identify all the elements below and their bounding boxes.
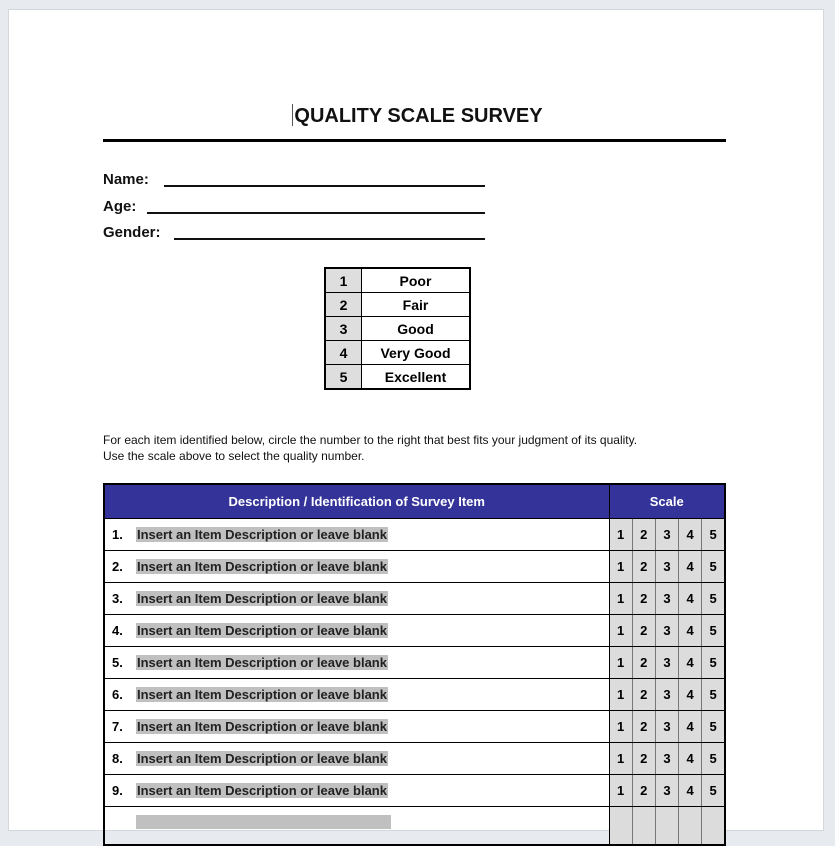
scale-key-label: Poor	[362, 268, 471, 293]
scale-option-4[interactable]: 4	[679, 583, 702, 615]
title-text: QUALITY SCALE SURVEY	[294, 105, 543, 127]
item-description-placeholder[interactable]: Insert an Item Description or leave blank	[137, 623, 387, 638]
item-description-cell[interactable]	[104, 775, 609, 807]
scale-option-1[interactable]: 1	[609, 743, 632, 775]
item-description-placeholder[interactable]: Insert an Item Description or leave blank	[137, 783, 387, 798]
scale-option-5[interactable]: 5	[702, 775, 725, 807]
scale-option-2[interactable]: 2	[632, 711, 655, 743]
scale-option-1[interactable]: 1	[609, 551, 632, 583]
scale-option-4[interactable]: 4	[679, 551, 702, 583]
scale-key-row	[325, 317, 470, 341]
item-description-placeholder[interactable]: Insert an Item Description or leave blank	[137, 559, 387, 574]
scale-option-4[interactable]: 4	[679, 743, 702, 775]
scale-header: Scale	[609, 484, 725, 519]
scale-option-4[interactable]: 4	[679, 519, 702, 551]
scale-key-label: Fair	[362, 293, 471, 317]
scale-option-2[interactable]: 2	[632, 775, 655, 807]
scale-option-5[interactable]: 5	[702, 711, 725, 743]
gender-line[interactable]	[174, 238, 485, 240]
scale-key-row	[325, 341, 470, 365]
table-row	[104, 775, 725, 807]
instructions	[103, 432, 637, 464]
table-row	[104, 615, 725, 647]
scale-key-label: Good	[362, 317, 471, 341]
item-description-cell[interactable]	[104, 711, 609, 743]
name-line[interactable]	[164, 185, 485, 187]
scale-option-4[interactable]: 4	[679, 775, 702, 807]
scale-key-value: 1	[325, 268, 362, 293]
scale-option-4[interactable]: 4	[679, 615, 702, 647]
item-description-cell[interactable]	[104, 519, 609, 551]
table-row	[104, 679, 725, 711]
item-description-placeholder[interactable]	[136, 815, 391, 829]
scale-option-5[interactable]: 5	[702, 583, 725, 615]
scale-option[interactable]	[679, 807, 702, 846]
name-label: Name:	[103, 171, 149, 188]
scale-option[interactable]	[609, 807, 632, 846]
item-number: 8.	[112, 751, 123, 766]
scale-option-2[interactable]: 2	[632, 583, 655, 615]
instruction-line: Use the scale above to select the quality number.	[103, 449, 365, 463]
item-description-placeholder[interactable]: Insert an Item Description or leave blank	[137, 719, 387, 734]
scale-option-1[interactable]: 1	[609, 615, 632, 647]
scale-option-1[interactable]: 1	[609, 519, 632, 551]
document-title[interactable]	[0, 104, 835, 128]
scale-option-1[interactable]: 1	[609, 775, 632, 807]
item-number: 7.	[112, 719, 123, 734]
scale-option-5[interactable]: 5	[702, 679, 725, 711]
gender-label: Gender:	[103, 224, 161, 241]
scale-option-2[interactable]: 2	[632, 743, 655, 775]
scale-option-3[interactable]: 3	[655, 615, 678, 647]
scale-key-value: 3	[325, 317, 362, 341]
scale-option-3[interactable]: 3	[655, 679, 678, 711]
survey-table	[103, 483, 726, 846]
table-row	[104, 807, 725, 846]
item-number: 2.	[112, 559, 123, 574]
scale-option[interactable]	[632, 807, 655, 846]
age-label: Age:	[103, 198, 137, 215]
table-row	[104, 743, 725, 775]
scale-key-row	[325, 268, 470, 293]
scale-option[interactable]	[702, 807, 725, 846]
scale-key-label: Very Good	[362, 341, 471, 365]
scale-option-2[interactable]: 2	[632, 679, 655, 711]
item-description-placeholder[interactable]: Insert an Item Description or leave blank	[137, 591, 387, 606]
scale-key-value: 2	[325, 293, 362, 317]
item-description-cell[interactable]	[104, 583, 609, 615]
item-description-cell[interactable]	[104, 743, 609, 775]
description-header: Description / Identification of Survey Item	[104, 484, 609, 519]
scale-key-row	[325, 365, 470, 390]
scale-option-5[interactable]: 5	[702, 519, 725, 551]
item-number: 9.	[112, 783, 123, 798]
item-description-cell[interactable]	[104, 551, 609, 583]
instruction-line: For each item identified below, circle the number to the right that best fits your judgment of its quality.	[103, 433, 638, 447]
item-description-cell[interactable]	[104, 807, 609, 846]
scale-option-3[interactable]: 3	[655, 519, 678, 551]
scale-option-5[interactable]: 5	[702, 647, 725, 679]
item-description-placeholder[interactable]: Insert an Item Description or leave blank	[137, 527, 387, 542]
item-description-cell[interactable]	[104, 647, 609, 679]
scale-key-label: Excellent	[362, 365, 471, 390]
scale-option-5[interactable]: 5	[702, 615, 725, 647]
scale-option-2[interactable]: 2	[632, 519, 655, 551]
table-row	[104, 519, 725, 551]
item-number: 4.	[112, 623, 123, 638]
scale-option-3[interactable]: 3	[655, 647, 678, 679]
item-number: 6.	[112, 687, 123, 702]
scale-option-3[interactable]: 3	[655, 711, 678, 743]
item-description-placeholder[interactable]: Insert an Item Description or leave blank	[137, 655, 387, 670]
scale-key-row	[325, 293, 470, 317]
scale-option-4[interactable]: 4	[679, 647, 702, 679]
age-field[interactable]	[103, 198, 136, 215]
item-description-cell[interactable]	[104, 679, 609, 711]
item-description-placeholder[interactable]: Insert an Item Description or leave blank	[137, 751, 387, 766]
scale-key-table	[324, 267, 471, 390]
item-description-cell[interactable]	[104, 615, 609, 647]
table-row	[104, 551, 725, 583]
scale-option[interactable]	[655, 807, 678, 846]
name-field[interactable]	[103, 171, 149, 188]
scale-option-3[interactable]: 3	[655, 775, 678, 807]
scale-key-value: 4	[325, 341, 362, 365]
scale-option-3[interactable]: 3	[655, 743, 678, 775]
item-number: 5.	[112, 655, 123, 670]
item-description-placeholder[interactable]: Insert an Item Description or leave blank	[137, 687, 387, 702]
scale-option-3[interactable]: 3	[655, 551, 678, 583]
item-number: 3.	[112, 591, 123, 606]
scale-option-2[interactable]: 2	[632, 551, 655, 583]
age-line[interactable]	[147, 212, 485, 214]
scale-option-1[interactable]: 1	[609, 711, 632, 743]
gender-field[interactable]	[103, 224, 161, 241]
scale-option-2[interactable]: 2	[632, 615, 655, 647]
scale-option-5[interactable]: 5	[702, 551, 725, 583]
scale-option-3[interactable]: 3	[655, 583, 678, 615]
scale-option-5[interactable]: 5	[702, 743, 725, 775]
survey-header-row	[104, 484, 725, 519]
scale-option-4[interactable]: 4	[679, 679, 702, 711]
scale-option-4[interactable]: 4	[679, 711, 702, 743]
scale-option-1[interactable]: 1	[609, 583, 632, 615]
scale-option-1[interactable]: 1	[609, 679, 632, 711]
table-row	[104, 583, 725, 615]
table-row	[104, 647, 725, 679]
item-number: 1.	[112, 527, 123, 542]
scale-key-value: 5	[325, 365, 362, 390]
scale-option-2[interactable]: 2	[632, 647, 655, 679]
table-row	[104, 711, 725, 743]
title-divider	[103, 139, 726, 142]
scale-option-1[interactable]: 1	[609, 647, 632, 679]
